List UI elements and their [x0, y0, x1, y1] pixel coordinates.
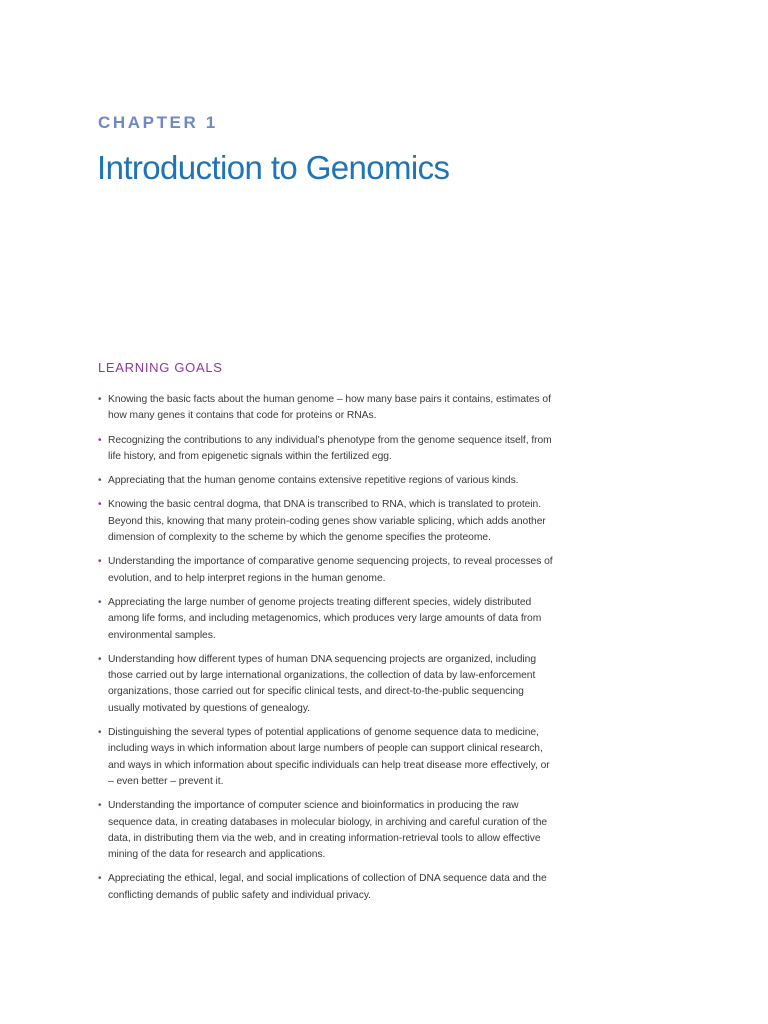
bullet-icon: • [98, 727, 102, 739]
bullet-icon: • [98, 499, 102, 511]
learning-goal-text: Knowing the basic facts about the human genome – how many base pairs it contains, estimates of how many genes it contains that code for proteins or RNAs. [108, 394, 551, 422]
learning-goal-text: Appreciating the large number of genome projects treating different species, widely distributed among life forms, and including metagenomics, which produces very large amounts of data from environmental samples. [108, 596, 542, 641]
learning-goal-item [98, 473, 553, 489]
bullet-icon: • [98, 596, 102, 608]
learning-goal-item [98, 871, 553, 904]
learning-goal-item [98, 798, 553, 863]
learning-goals-heading: LEARNING GOALS [98, 360, 223, 375]
learning-goals-list [98, 392, 553, 912]
learning-goal-item [98, 392, 553, 425]
learning-goal-text: Appreciating that the human genome contains extensive repetitive regions of various kinds. [108, 475, 519, 487]
bullet-icon: • [98, 653, 102, 665]
learning-goal-item [98, 554, 553, 587]
bullet-icon: • [98, 556, 102, 568]
chapter-label: CHAPTER 1 [98, 113, 218, 132]
learning-goal-item [98, 497, 553, 546]
bullet-icon: • [98, 873, 102, 885]
learning-goal-text: Recognizing the contributions to any individual’s phenotype from the genome sequence itself, from life history, and from epigenetic signals within the fertilized egg. [108, 434, 552, 462]
bullet-icon: • [98, 434, 102, 446]
learning-goal-text: Knowing the basic central dogma, that DNA is transcribed to RNA, which is translated to protein. Beyond this, knowing that many protein-coding genes show variable splicing, which adds another dimension of complexity to the scheme by which the genome specifies the proteome. [108, 499, 546, 544]
bullet-icon: • [98, 475, 102, 487]
learning-goal-text: Appreciating the ethical, legal, and social implications of collection of DNA sequence data and the conflicting demands of public safety and individual privacy. [108, 873, 547, 901]
learning-goal-text: Distinguishing the several types of potential applications of genome sequence data to medicine, including ways in which information about large numbers of people can support clinical research, and ways in which information about specific individuals can help treat disease more effectively, or – even better – prevent it. [108, 727, 550, 787]
learning-goal-item [98, 595, 553, 644]
learning-goal-item [98, 725, 553, 790]
learning-goal-text: Understanding the importance of computer science and bioinformatics in producing the raw sequence data, in creating databases in molecular biology, in archiving and careful curation of the data, in distributing them via the web, and in creating information-retrieval tools to allow effective mining of the data for research and applications. [108, 800, 548, 861]
learning-goal-item [98, 652, 553, 717]
learning-goal-text: Understanding how different types of human DNA sequencing projects are organized, including those carried out by large international organizations, the collection of data by law-enforcement organizations, those carried out for specific clinical tests, and direct-to-the-public sequencing usually motivated by questions of genealogy. [108, 653, 536, 714]
bullet-icon: • [98, 394, 102, 405]
bullet-icon: • [98, 800, 102, 812]
learning-goal-text: Understanding the importance of comparative genome sequencing projects, to reveal processes of evolution, and to help interpret regions in the human genome. [108, 556, 553, 584]
chapter-title: Introduction to Genomics [97, 149, 450, 186]
learning-goal-item [98, 433, 553, 466]
